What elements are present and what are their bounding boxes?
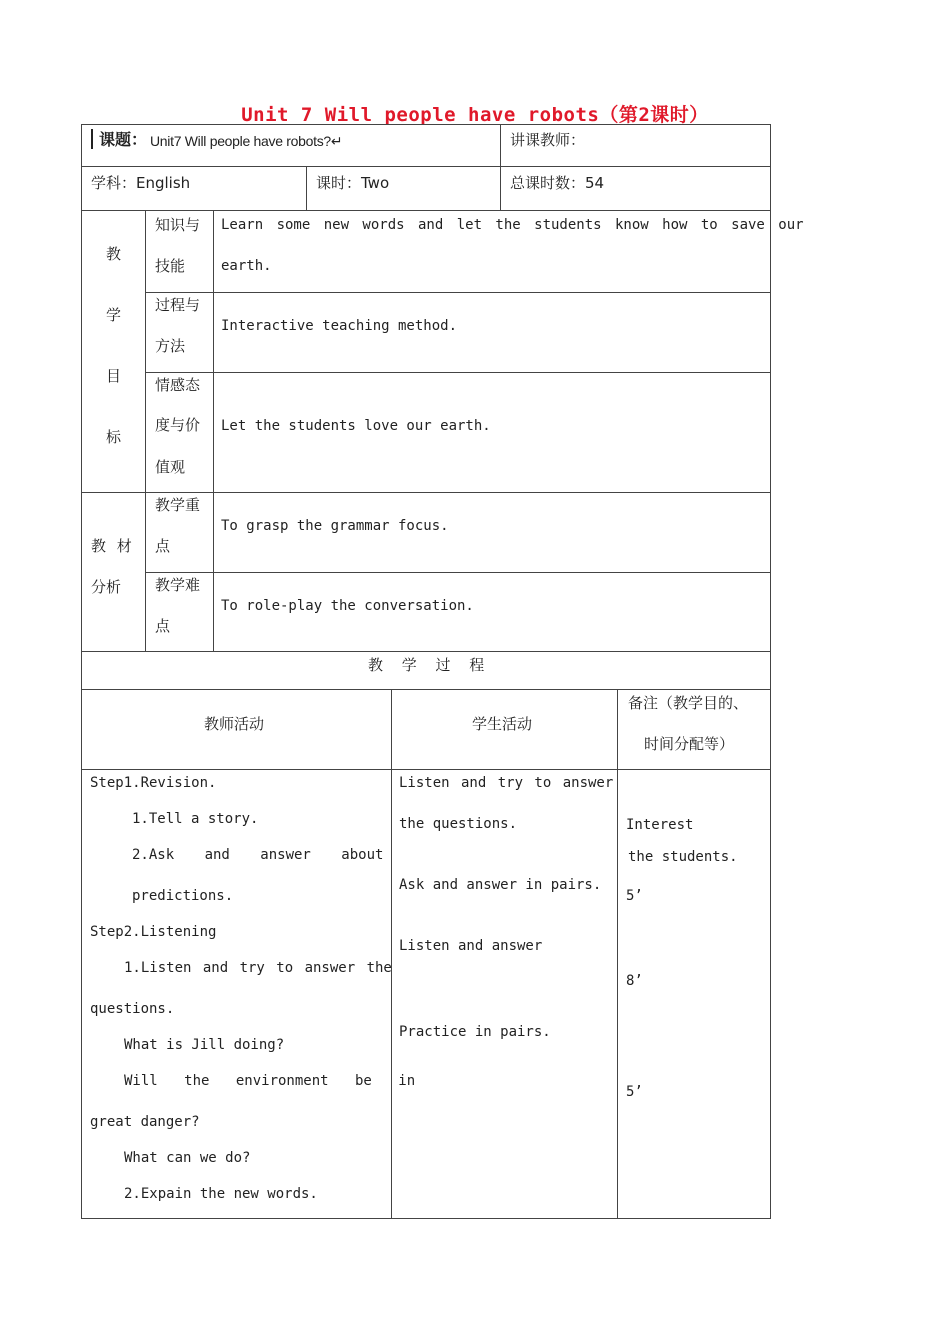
total-text: 总课时数：54 xyxy=(510,174,605,192)
teacher-activity-header: 教师活动 xyxy=(204,715,265,733)
analysis-label: 教学重 xyxy=(155,496,201,514)
notes-header: 备注（教学目的、 xyxy=(628,694,749,712)
cursor-mark xyxy=(91,129,93,149)
notes-line: the students. xyxy=(628,849,738,865)
teacher-activity-line: What is Jill doing? xyxy=(124,1037,285,1053)
teacher-activity-line: 1.Listen and try to answer the xyxy=(124,960,392,976)
teacher-activity-line: 2.Ask and answer about xyxy=(132,847,384,863)
notes-line: 5’ xyxy=(626,1084,643,1100)
objective-label: 技能 xyxy=(155,257,186,275)
student-activity-header: 学生活动 xyxy=(472,715,533,733)
teacher-activity-line: questions. xyxy=(90,1001,175,1017)
document-title: Unit 7 Will people have robots（第2课时） xyxy=(241,104,709,126)
teacher-activity-line: 2.Expain the new words. xyxy=(124,1186,318,1202)
objective-label: 情感态 xyxy=(155,376,201,394)
student-activity-line: Practice in pairs. xyxy=(399,1024,551,1040)
analysis-text: To grasp the grammar focus. xyxy=(221,518,449,534)
notes-line: 5’ xyxy=(626,888,643,904)
teacher-activity-line: 1.Tell a story. xyxy=(132,811,259,827)
student-activity-cell xyxy=(391,769,618,1219)
teacher-activity-line: Will the environment be in xyxy=(124,1073,416,1089)
notes-line: Interest xyxy=(626,817,694,833)
objectives-side-char: 标 xyxy=(106,428,122,446)
objectives-side-char: 学 xyxy=(106,306,122,324)
teacher-activity-line: Step1.Revision. xyxy=(90,775,217,791)
objectives-side-char: 教 xyxy=(106,245,122,263)
analysis-side-label: 分析 xyxy=(91,578,122,596)
teacher-label: 讲课教师： xyxy=(510,131,586,149)
analysis-label: 点 xyxy=(155,617,171,635)
topic-label: 课题： xyxy=(99,130,148,149)
student-activity-line: Listen and answer xyxy=(399,938,543,954)
notes-header: 时间分配等） xyxy=(644,735,735,753)
teacher-activity-line: predictions. xyxy=(132,888,234,904)
analysis-label: 点 xyxy=(155,537,171,555)
objective-text: Learn some new words and let the students know how to save our xyxy=(221,217,804,233)
objective-label: 知识与 xyxy=(155,216,201,234)
topic-value: Unit7 Will people have robots?↵ xyxy=(150,133,343,149)
objective-label: 度与价 xyxy=(155,416,201,434)
analysis-side-label: 教 材 xyxy=(91,537,132,555)
subject-text: 学科：English xyxy=(91,174,191,192)
objective-text: earth. xyxy=(221,258,272,274)
objective-text: Interactive teaching method. xyxy=(221,318,458,334)
process-title: 教 学 过 程 xyxy=(368,656,485,674)
notes-cell xyxy=(617,769,771,1219)
student-activity-line: the questions. xyxy=(399,816,518,832)
analysis-side-cell xyxy=(81,492,146,652)
objective-label: 值观 xyxy=(155,458,186,476)
objectives-side-char: 目 xyxy=(106,367,122,385)
analysis-label: 教学难 xyxy=(155,576,201,594)
objective-text: Let the students love our earth. xyxy=(221,418,491,434)
notes-line: 8’ xyxy=(626,973,643,989)
period-text: 课时：Two xyxy=(316,174,390,192)
teacher-activity-line: Step2.Listening xyxy=(90,924,217,940)
objective-label: 方法 xyxy=(155,337,186,355)
teacher-activity-line: What can we do? xyxy=(124,1150,251,1166)
student-activity-line: Listen and try to answer xyxy=(399,775,614,791)
teacher-activity-line: great danger? xyxy=(90,1114,200,1130)
objective-label: 过程与 xyxy=(155,296,201,314)
analysis-text: To role-play the conversation. xyxy=(221,598,474,614)
student-activity-line: Ask and answer in pairs. xyxy=(399,877,602,893)
